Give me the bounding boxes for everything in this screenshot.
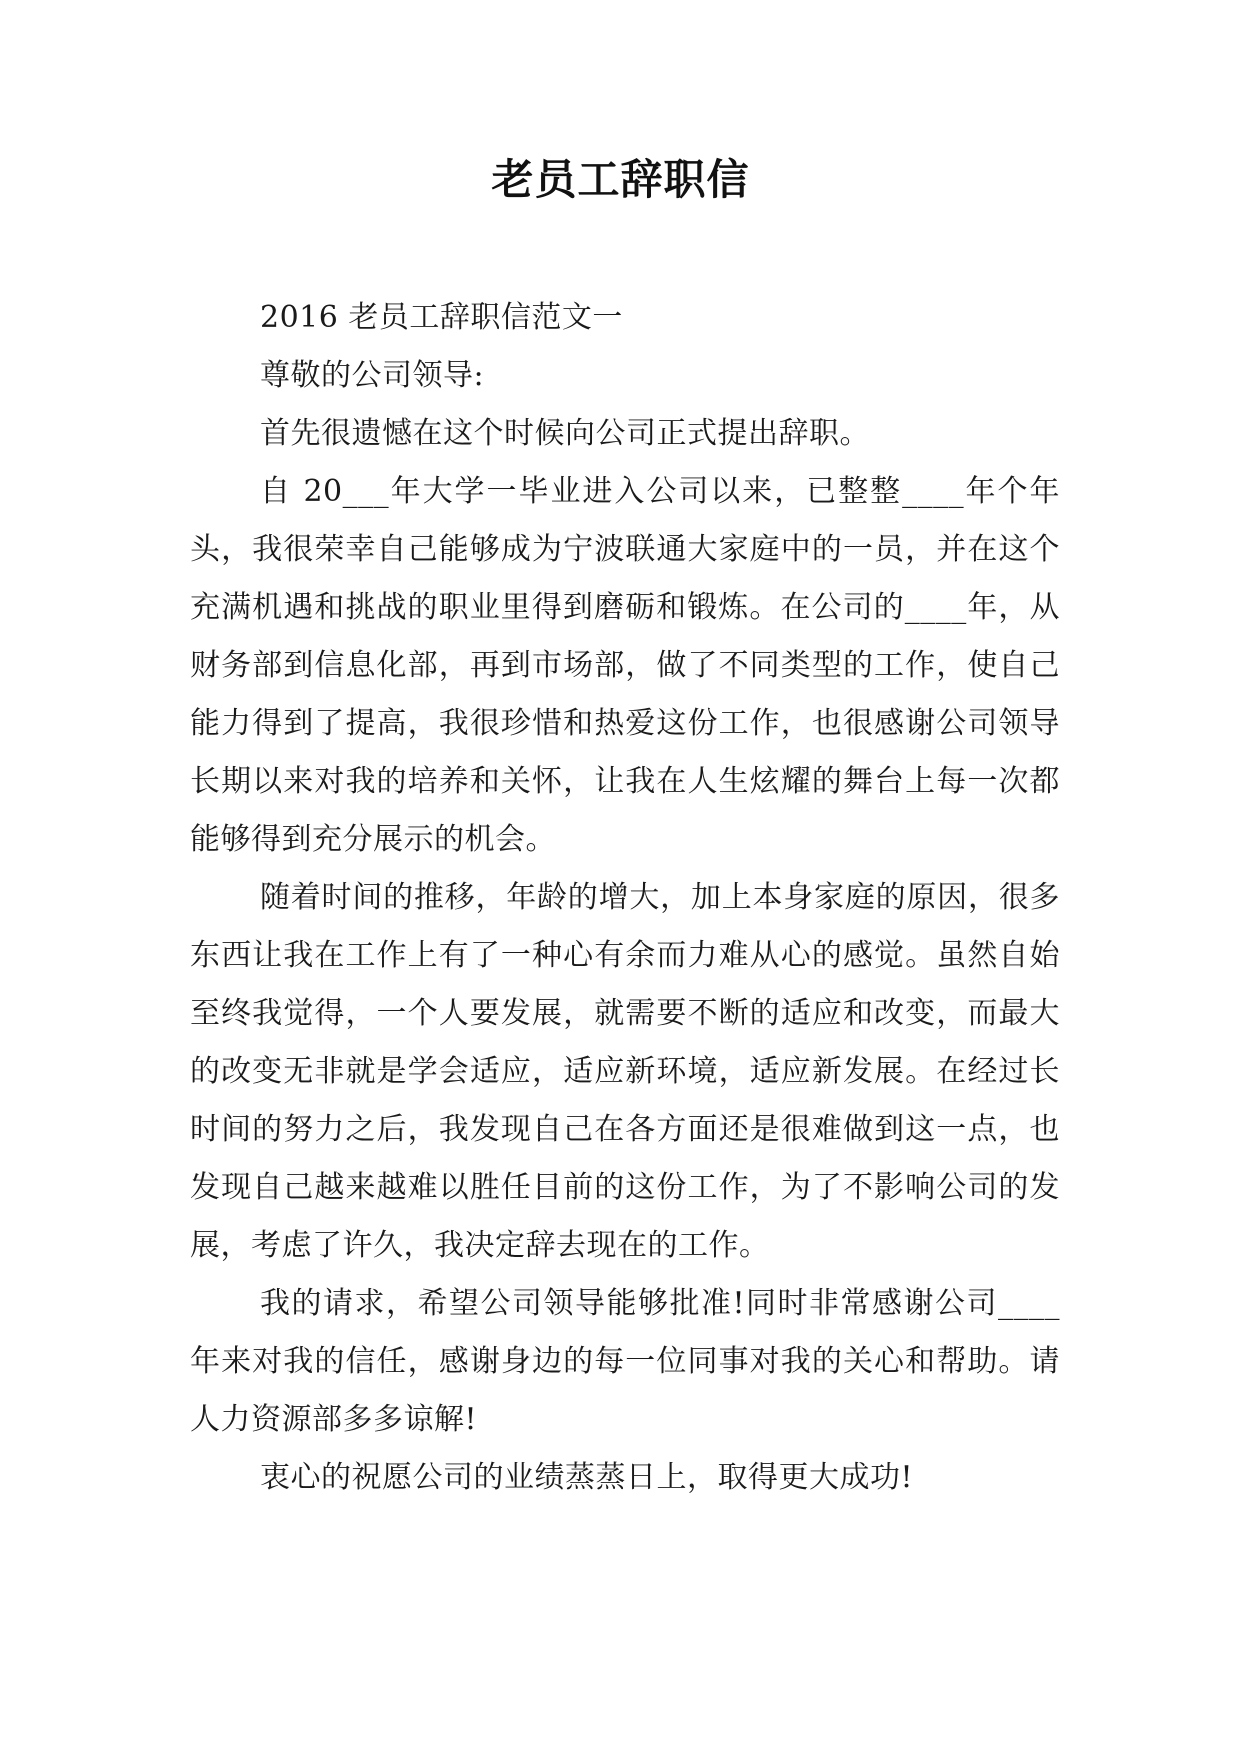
letter-body [190,289,1060,1507]
body-paragraph: 我的请求，希望公司领导能够批准!同时非常感谢公司____年来对我的信任，感谢身边的每一位同事对我的关心和帮助。请人力资源部多多谅解! [190,1286,1060,1437]
body-paragraph: 随着时间的推移，年龄的增大，加上本身家庭的原因，很多东西让我在工作上有了一种心有余而力难从心的感觉。虽然自始至终我觉得，一个人要发展，就需要不断的适应和改变，而最大的改变无非就是学会适应，适应新环境，适应新发展。在经过长时间的努力之后，我发现自己在各方面还是很难做到这一点，也发现自己越来越难以胜任目前的这份工作，为了不影响公司的发展，考虑了许久，我决定辞去现在的工作。 [190,880,1060,1263]
salutation-paragraph: 尊敬的公司领导: [260,358,485,393]
page-title: 老员工辞职信 [491,155,750,204]
body-paragraph: 自 20___年大学一毕业进入公司以来，已整整____年个年头，我很荣幸自己能够成为宁波联通大家庭中的一员，并在这个充满机遇和挑战的职业里得到磨砺和锻炼。在公司的____年，从财务部到信息化部，再到市场部，做了不同类型的工作，使自己能力得到了提高，我很珍惜和热爱这份工作，也很感谢公司领导长期以来对我的培养和关怀，让我在人生炫耀的舞台上每一次都能够得到充分展示的机会。 [190,474,1060,857]
body-paragraph: 首先很遗憾在这个时候向公司正式提出辞职。 [260,416,870,451]
closing-paragraph: 衷心的祝愿公司的业绩蒸蒸日上，取得更大成功! [260,1460,914,1495]
subtitle-paragraph: 2016 老员工辞职信范文一 [260,300,623,335]
